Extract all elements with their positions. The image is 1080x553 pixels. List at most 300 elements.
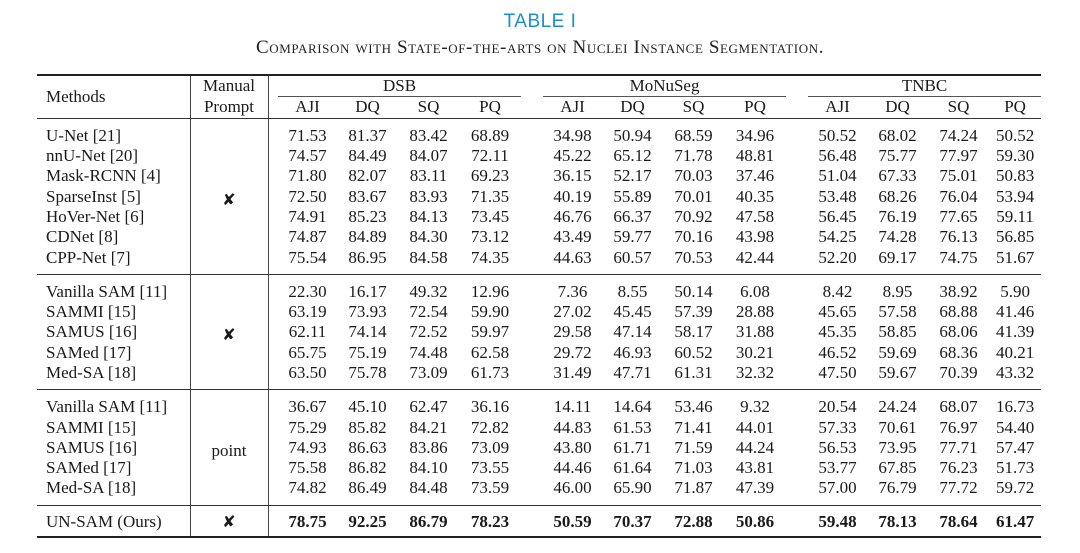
method-name: SAMUS [16]	[46, 322, 138, 342]
spacer	[268, 417, 278, 437]
value-cell: 78.23	[459, 505, 521, 537]
spacer	[268, 186, 278, 206]
value-cell: 61.71	[613, 437, 652, 457]
value-cell: 45.10	[348, 397, 387, 417]
value-cell: 74.91	[288, 206, 327, 226]
header-prompt-line2: Prompt	[190, 97, 268, 118]
spacer	[268, 343, 278, 363]
table-number: TABLE I	[503, 11, 577, 32]
value-cell: 47.58	[735, 206, 775, 226]
spacer	[521, 390, 543, 418]
spacer	[521, 438, 543, 458]
header-metric-pq: PQ	[989, 97, 1041, 118]
value-cell: 61.53	[613, 417, 652, 437]
value-cell: 59.11	[996, 206, 1034, 226]
value-cell: 74.14	[348, 322, 387, 342]
spacer	[786, 118, 808, 146]
value-cell: 72.11	[471, 146, 509, 166]
value-cell: 71.53	[288, 125, 327, 145]
value-cell: 86.63	[348, 437, 387, 457]
value-cell: 59.90	[470, 302, 510, 322]
value-cell: 86.82	[348, 458, 387, 478]
value-cell: 63.19	[288, 302, 327, 322]
spacer	[268, 438, 278, 458]
value-cell: 84.30	[409, 227, 448, 247]
value-cell: 77.72	[928, 478, 989, 505]
value-cell: 71.03	[674, 458, 713, 478]
spacer	[268, 478, 278, 505]
table-row	[37, 207, 1041, 227]
value-cell: 74.87	[288, 227, 327, 247]
table-row	[37, 438, 1041, 458]
value-cell: 68.88	[939, 302, 978, 322]
value-cell: 44.01	[735, 417, 775, 437]
value-cell: 73.09	[398, 363, 459, 390]
spacer	[786, 274, 808, 302]
spacer	[521, 75, 543, 97]
value-cell: 84.07	[409, 146, 448, 166]
value-cell: 59.30	[995, 146, 1035, 166]
value-cell: 72.50	[288, 186, 327, 206]
header-metric-dq: DQ	[337, 97, 398, 118]
value-cell: 45.45	[613, 302, 652, 322]
spacer	[268, 363, 278, 390]
value-cell: 68.02	[878, 125, 917, 145]
spacer	[268, 118, 278, 146]
table-row	[37, 247, 1041, 274]
value-cell: 70.39	[928, 363, 989, 390]
spacer	[786, 363, 808, 390]
value-cell: 84.49	[348, 146, 387, 166]
value-cell: 74.93	[288, 437, 327, 457]
value-cell: 46.93	[613, 342, 652, 362]
value-cell: 70.16	[674, 227, 713, 247]
spacer	[521, 207, 543, 227]
spacer	[268, 322, 278, 342]
value-cell: 70.01	[674, 186, 713, 206]
table-row	[37, 458, 1041, 478]
value-cell: 55.89	[613, 186, 652, 206]
value-cell: 43.81	[735, 458, 775, 478]
value-cell: 62.47	[409, 397, 448, 417]
spacer	[786, 458, 808, 478]
method-name: U-Net [21]	[46, 125, 122, 145]
value-cell: 53.94	[995, 186, 1035, 206]
value-cell: 57.58	[878, 302, 917, 322]
value-cell: 73.95	[878, 437, 917, 457]
header-dataset-tnbc: TNBC	[808, 75, 1041, 97]
table-row	[37, 417, 1041, 437]
value-cell: 52.17	[613, 166, 652, 186]
spacer	[521, 343, 543, 363]
value-cell: 50.14	[674, 281, 713, 301]
table-row	[37, 118, 1041, 146]
value-cell: 69.23	[470, 166, 510, 186]
value-cell: 62.58	[470, 342, 510, 362]
method-name: CDNet [8]	[46, 227, 119, 247]
spacer	[786, 322, 808, 342]
spacer	[268, 302, 278, 322]
value-cell: 68.36	[939, 342, 978, 362]
value-cell: 20.54	[818, 397, 857, 417]
method-name: CPP-Net [7]	[37, 247, 190, 274]
value-cell: 46.52	[818, 342, 857, 362]
spacer	[521, 505, 543, 537]
value-cell: 7.36	[557, 281, 588, 301]
value-cell: 74.75	[928, 247, 989, 274]
value-cell: 74.48	[409, 342, 448, 362]
value-cell: 45.22	[553, 146, 592, 166]
value-cell: 54.40	[995, 417, 1035, 437]
table-row	[37, 343, 1041, 363]
spacer	[268, 146, 278, 166]
spacer	[786, 207, 808, 227]
value-cell: 36.67	[288, 397, 327, 417]
value-cell: 78.75	[278, 505, 337, 537]
value-cell: 61.73	[459, 363, 521, 390]
spacer	[268, 247, 278, 274]
value-cell: 74.24	[939, 125, 978, 145]
results-table	[37, 74, 1041, 538]
value-cell: 73.12	[470, 227, 510, 247]
header-metric-dq: DQ	[602, 97, 663, 118]
method-name: Mask-RCNN [4]	[46, 166, 161, 186]
value-cell: 50.52	[818, 125, 857, 145]
value-cell: 83.93	[409, 186, 448, 206]
value-cell: 31.88	[735, 322, 775, 342]
value-cell: 8.95	[882, 281, 913, 301]
table-row	[37, 227, 1041, 247]
value-cell: 29.72	[553, 342, 592, 362]
value-cell: 56.85	[995, 227, 1035, 247]
value-cell: 30.21	[735, 342, 775, 362]
value-cell: 76.97	[939, 417, 978, 437]
header-metric-dq: DQ	[867, 97, 928, 118]
value-cell: 70.61	[878, 417, 917, 437]
value-cell: 43.80	[553, 437, 592, 457]
value-cell: 52.20	[808, 247, 867, 274]
spacer	[521, 478, 543, 505]
value-cell: 84.89	[348, 227, 387, 247]
header-row-datasets	[37, 75, 1041, 97]
value-cell: 86.95	[337, 247, 398, 274]
header-metric-aji: AJI	[808, 97, 867, 118]
value-cell: 65.75	[288, 342, 327, 362]
value-cell: 31.49	[543, 363, 602, 390]
value-cell: 72.82	[470, 417, 510, 437]
value-cell: 14.11	[553, 397, 592, 417]
spacer	[786, 302, 808, 322]
value-cell: 62.11	[288, 322, 327, 342]
value-cell: 71.35	[470, 186, 510, 206]
table-row	[37, 390, 1041, 418]
spacer	[786, 227, 808, 247]
value-cell: 76.13	[939, 227, 978, 247]
value-cell: 40.19	[553, 186, 592, 206]
spacer	[268, 390, 278, 418]
value-cell: 36.16	[470, 397, 510, 417]
spacer	[268, 505, 278, 537]
value-cell: 61.31	[663, 363, 724, 390]
value-cell: 84.48	[398, 478, 459, 505]
value-cell: 57.00	[808, 478, 867, 505]
spacer	[521, 302, 543, 322]
header-dataset-monuseg: MoNuSeg	[543, 75, 786, 97]
value-cell: 45.35	[818, 322, 857, 342]
value-cell: 65.90	[602, 478, 663, 505]
value-cell: 50.52	[995, 125, 1035, 145]
spacer	[521, 97, 543, 118]
value-cell: 67.85	[878, 458, 917, 478]
table-row	[37, 322, 1041, 342]
value-cell: 48.81	[735, 146, 775, 166]
value-cell: 44.83	[553, 417, 592, 437]
spacer	[521, 322, 543, 342]
value-cell: 53.48	[818, 186, 857, 206]
value-cell: 73.59	[459, 478, 521, 505]
value-cell: 83.67	[348, 186, 387, 206]
method-name: UN-SAM (Ours)	[37, 505, 190, 537]
value-cell: 16.17	[348, 281, 387, 301]
value-cell: 58.17	[674, 322, 713, 342]
value-cell: 65.12	[613, 146, 652, 166]
value-cell: 85.23	[348, 206, 387, 226]
header-prompt-line1: Manual	[190, 75, 268, 97]
value-cell: 70.37	[602, 505, 663, 537]
value-cell: 72.88	[663, 505, 724, 537]
value-cell: 49.32	[409, 281, 448, 301]
value-cell: 72.52	[409, 322, 448, 342]
table-row	[37, 146, 1041, 166]
value-cell: 56.53	[818, 437, 857, 457]
value-cell: 67.33	[878, 166, 917, 186]
spacer	[786, 166, 808, 186]
value-cell: 57.47	[995, 437, 1035, 457]
value-cell: 43.98	[735, 227, 775, 247]
header-metric-sq: SQ	[398, 97, 459, 118]
value-cell: 56.45	[818, 206, 857, 226]
spacer	[268, 97, 278, 118]
spacer	[521, 118, 543, 146]
value-cell: 68.59	[674, 125, 713, 145]
value-cell: 73.93	[348, 302, 387, 322]
spacer	[786, 247, 808, 274]
value-cell: 77.97	[939, 146, 978, 166]
value-cell: 71.78	[674, 146, 713, 166]
value-cell: 76.23	[939, 458, 978, 478]
method-name: nnU-Net [20]	[46, 146, 139, 166]
spacer	[521, 186, 543, 206]
value-cell: 71.87	[663, 478, 724, 505]
method-name: SAMMI [15]	[46, 302, 137, 322]
value-cell: 84.58	[398, 247, 459, 274]
value-cell: 14.64	[613, 397, 652, 417]
value-cell: 59.69	[878, 342, 917, 362]
table-caption: Comparison with State-of-the-arts on Nuclei Instance Segmentation.	[255, 37, 825, 58]
value-cell: 75.58	[288, 458, 327, 478]
value-cell: 5.90	[1000, 281, 1030, 301]
value-cell: 22.30	[288, 281, 327, 301]
spacer	[268, 166, 278, 186]
cross-icon: ✘	[190, 274, 268, 389]
spacer	[786, 97, 808, 118]
header-metric-pq: PQ	[724, 97, 786, 118]
value-cell: 47.50	[808, 363, 867, 390]
value-cell: 27.02	[553, 302, 592, 322]
spacer	[786, 478, 808, 505]
spacer	[268, 75, 278, 97]
spacer	[786, 417, 808, 437]
value-cell: 47.39	[724, 478, 786, 505]
value-cell: 76.19	[878, 206, 917, 226]
value-cell: 75.01	[939, 166, 978, 186]
value-cell: 75.29	[288, 417, 327, 437]
method-name: SAMed [17]	[46, 458, 132, 478]
value-cell: 68.89	[470, 125, 510, 145]
value-cell: 73.45	[470, 206, 510, 226]
spacer	[268, 458, 278, 478]
value-cell: 12.96	[470, 281, 510, 301]
spacer	[521, 247, 543, 274]
value-cell: 8.42	[822, 281, 853, 301]
value-cell: 76.04	[939, 186, 978, 206]
value-cell: 24.24	[878, 397, 917, 417]
spacer	[786, 438, 808, 458]
value-cell: 44.46	[553, 458, 592, 478]
value-cell: 50.86	[724, 505, 786, 537]
value-cell: 51.04	[818, 166, 857, 186]
header-metric-pq: PQ	[459, 97, 521, 118]
table-row	[37, 302, 1041, 322]
value-cell: 43.32	[989, 363, 1041, 390]
spacer	[268, 274, 278, 302]
value-cell: 78.64	[928, 505, 989, 537]
spacer	[521, 458, 543, 478]
value-cell: 71.59	[674, 437, 713, 457]
value-cell: 41.39	[995, 322, 1035, 342]
value-cell: 70.03	[674, 166, 713, 186]
method-name: Med-SA [18]	[37, 478, 190, 505]
method-name: Med-SA [18]	[37, 363, 190, 390]
value-cell: 37.46	[735, 166, 775, 186]
value-cell: 73.55	[470, 458, 510, 478]
value-cell: 83.42	[409, 125, 448, 145]
value-cell: 6.08	[740, 281, 770, 301]
value-cell: 74.35	[459, 247, 521, 274]
value-cell: 8.55	[617, 281, 648, 301]
prompt-type: point	[190, 390, 268, 505]
value-cell: 70.53	[663, 247, 724, 274]
value-cell: 46.76	[553, 206, 592, 226]
value-cell: 68.26	[878, 186, 917, 206]
value-cell: 47.71	[602, 363, 663, 390]
spacer	[268, 227, 278, 247]
value-cell: 44.63	[543, 247, 602, 274]
value-cell: 74.57	[288, 146, 327, 166]
value-cell: 50.94	[613, 125, 652, 145]
method-name: SparseInst [5]	[46, 186, 141, 206]
value-cell: 28.88	[735, 302, 775, 322]
value-cell: 59.97	[470, 322, 510, 342]
value-cell: 40.35	[735, 186, 775, 206]
value-cell: 74.28	[878, 227, 917, 247]
value-cell: 61.64	[613, 458, 652, 478]
value-cell: 50.59	[543, 505, 602, 537]
spacer	[786, 186, 808, 206]
value-cell: 74.82	[278, 478, 337, 505]
value-cell: 77.65	[939, 206, 978, 226]
value-cell: 9.32	[740, 397, 770, 417]
spacer	[521, 274, 543, 302]
table-row	[37, 274, 1041, 302]
value-cell: 43.49	[553, 227, 592, 247]
value-cell: 61.47	[989, 505, 1041, 537]
value-cell: 75.77	[878, 146, 917, 166]
value-cell: 56.48	[818, 146, 857, 166]
value-cell: 36.15	[553, 166, 592, 186]
value-cell: 77.71	[939, 437, 978, 457]
method-name: HoVer-Net [6]	[46, 206, 145, 226]
spacer	[786, 390, 808, 418]
method-name: SAMMI [15]	[46, 417, 137, 437]
value-cell: 86.49	[337, 478, 398, 505]
header-metric-sq: SQ	[928, 97, 989, 118]
value-cell: 51.67	[989, 247, 1041, 274]
spacer	[786, 505, 808, 537]
value-cell: 34.98	[553, 125, 592, 145]
value-cell: 69.17	[867, 247, 928, 274]
value-cell: 54.25	[818, 227, 857, 247]
value-cell: 82.07	[348, 166, 387, 186]
table-row-ours	[37, 505, 1041, 537]
table-row	[37, 363, 1041, 390]
value-cell: 38.92	[939, 281, 978, 301]
value-cell: 53.77	[818, 458, 857, 478]
value-cell: 83.11	[409, 166, 448, 186]
value-cell: 70.92	[674, 206, 713, 226]
spacer	[786, 343, 808, 363]
value-cell: 63.50	[278, 363, 337, 390]
method-name: Vanilla SAM [11]	[46, 397, 168, 417]
value-cell: 81.37	[348, 125, 387, 145]
table-row	[37, 186, 1041, 206]
value-cell: 57.39	[674, 302, 713, 322]
value-cell: 51.73	[995, 458, 1035, 478]
value-cell: 76.79	[867, 478, 928, 505]
spacer	[786, 75, 808, 97]
spacer	[521, 227, 543, 247]
value-cell: 75.78	[337, 363, 398, 390]
value-cell: 71.41	[674, 417, 713, 437]
method-name: Vanilla SAM [11]	[46, 281, 168, 301]
value-cell: 53.46	[674, 397, 713, 417]
header-metric-sq: SQ	[663, 97, 724, 118]
table-row	[37, 478, 1041, 505]
value-cell: 58.85	[878, 322, 917, 342]
value-cell: 83.86	[409, 437, 448, 457]
value-cell: 59.72	[989, 478, 1041, 505]
spacer	[521, 417, 543, 437]
value-cell: 57.33	[818, 417, 857, 437]
value-cell: 60.52	[674, 342, 713, 362]
value-cell: 34.96	[735, 125, 775, 145]
value-cell: 46.00	[543, 478, 602, 505]
value-cell: 40.21	[995, 342, 1035, 362]
value-cell: 84.13	[409, 206, 448, 226]
value-cell: 84.10	[409, 458, 448, 478]
value-cell: 85.82	[348, 417, 387, 437]
method-name: SAMed [17]	[46, 342, 132, 362]
